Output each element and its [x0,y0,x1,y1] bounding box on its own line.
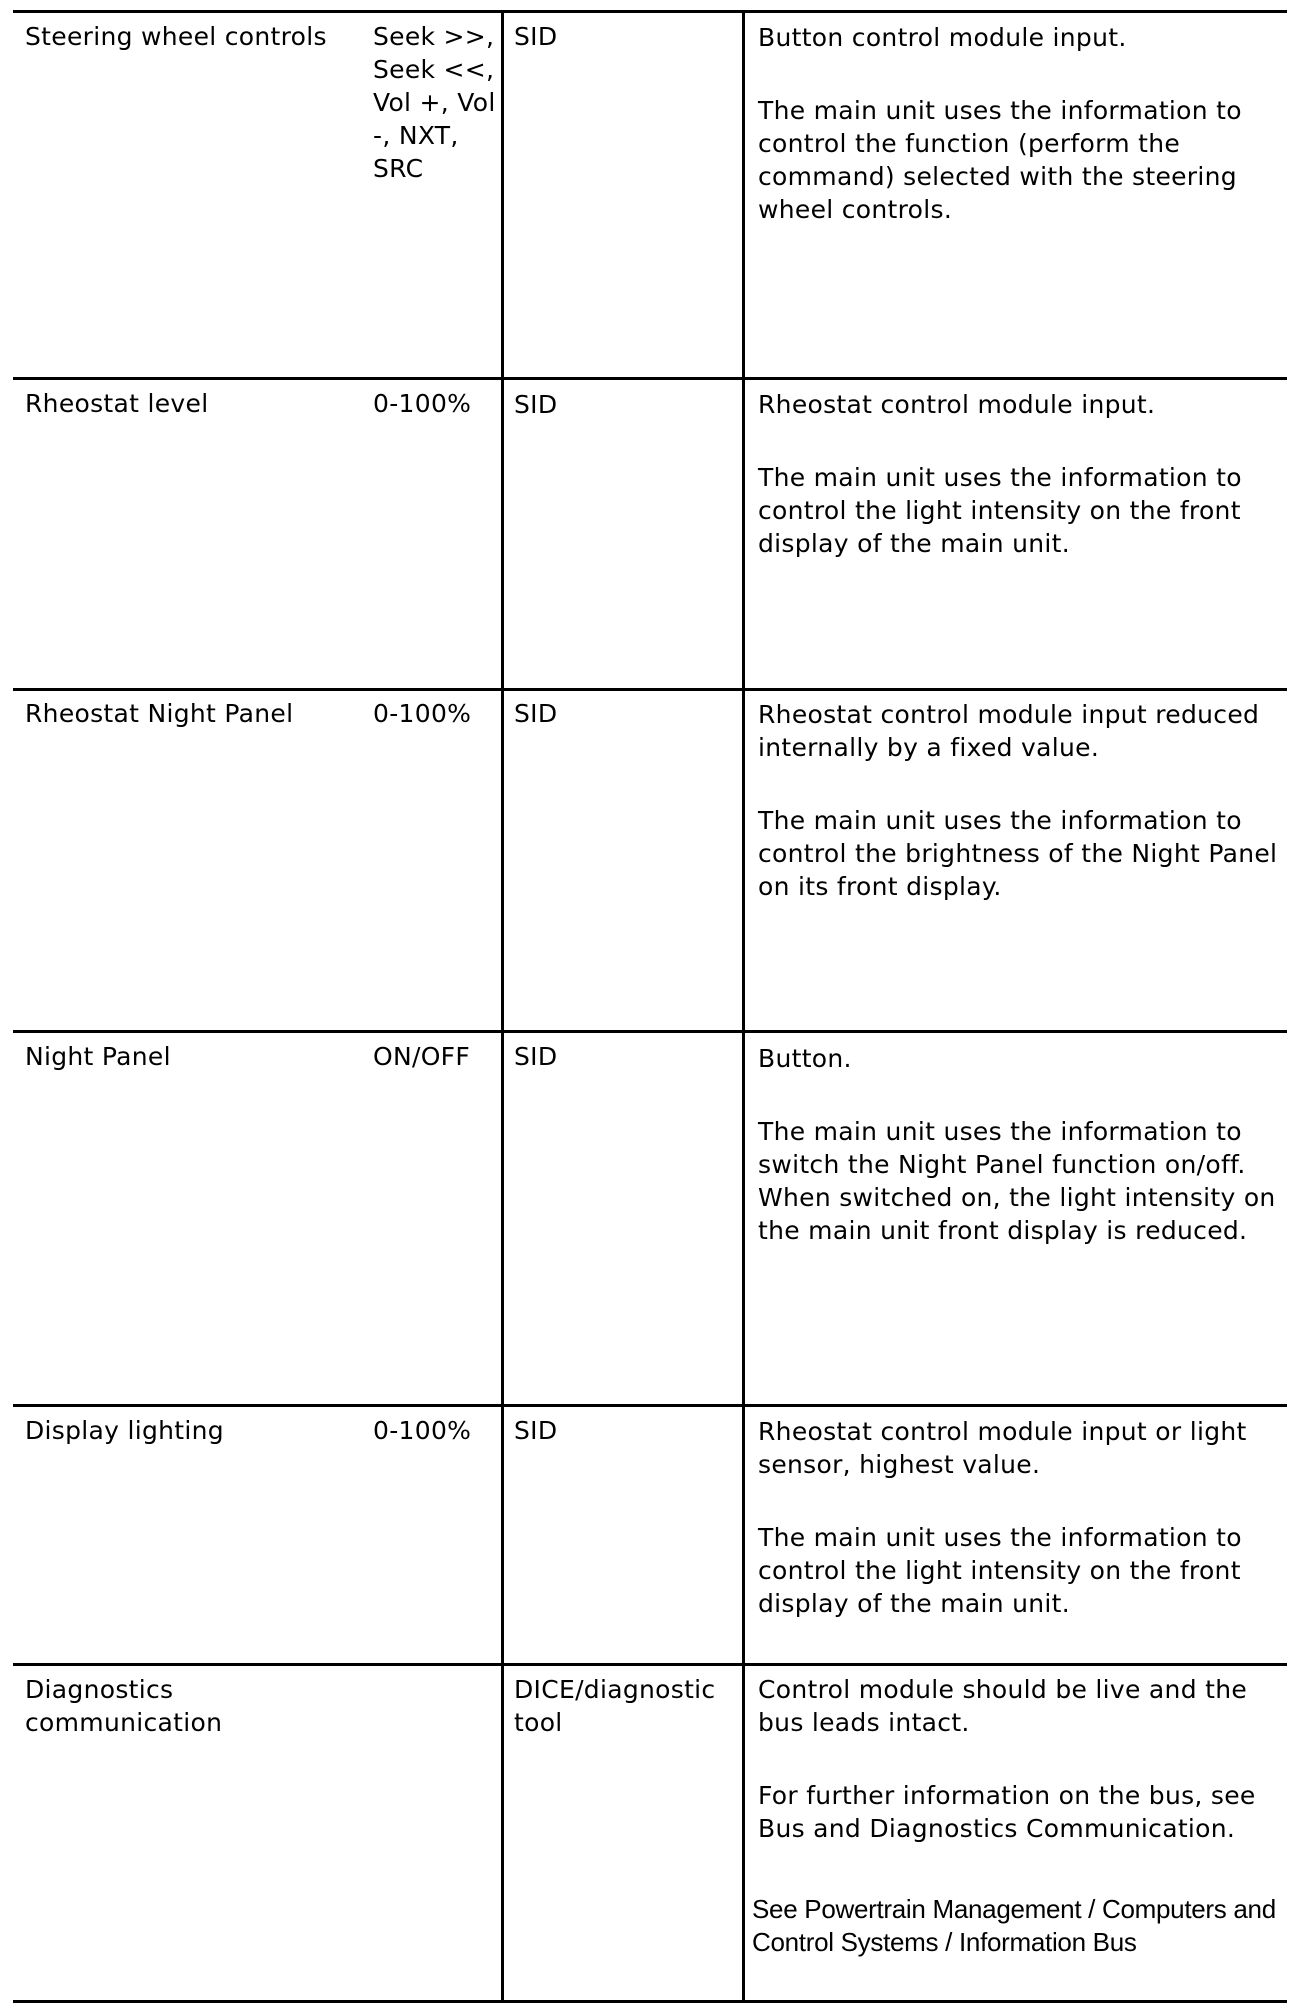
description-line: Rheostat control module input or light sensor, highest value. [758,1417,1247,1479]
table-cell-source: SID [514,1042,558,1071]
table-cell-description [758,1415,1298,1620]
table-cell-parameter: Diagnostics communication [25,1675,223,1737]
table-cell-range: 0-100% [373,699,472,728]
table-cell-parameter: Night Panel [25,1042,171,1071]
table-cell-description [758,698,1298,903]
column-divider [501,10,504,2003]
description-line: The main unit uses the information to control the light intensity on the front display of the main unit. [758,1523,1242,1618]
table-cell-parameter: Rheostat Night Panel [25,699,294,728]
table-cell-source: SID [514,699,558,728]
table-cell-parameter: Rheostat level [25,389,209,418]
table-top-border [13,10,1287,13]
table-cell-parameter: Steering wheel controls [25,22,327,51]
table-cell-source: SID [514,22,558,51]
description-line: The main unit uses the information to control the light intensity on the front display of the main unit. [758,463,1242,558]
table-cell-note [752,1893,1312,1959]
description-line: Button control module input. [758,23,1127,52]
cross-reference-note: See Powertrain Management / Computers and Control Systems / Information Bus [752,1894,1276,1957]
table-cell-description [758,1673,1298,1845]
description-line: Button. [758,1044,852,1073]
description-line: Rheostat control module input. [758,390,1156,419]
description-line: Rheostat control module input reduced internally by a fixed value. [758,700,1260,762]
table-cell-range: 0-100% [373,389,472,418]
row-divider [13,1663,1287,1666]
row-divider [13,1030,1287,1033]
description-line: The main unit uses the information to control the brightness of the Night Panel on its front display. [758,806,1278,901]
table-cell-source: DICE/diagnostic tool [514,1675,716,1737]
description-line: Control module should be live and the bus leads intact. [758,1675,1248,1737]
table-cell-description [758,21,1298,226]
table-cell-range: ON/OFF [373,1042,471,1071]
row-divider [13,1404,1287,1407]
table-cell-range: Seek >>, Seek <<, Vol +, Vol -, NXT, SRC [373,22,496,183]
table-cell-description [758,388,1298,560]
table-cell-source: SID [514,1416,558,1445]
row-divider [13,377,1287,380]
table-cell-range: 0-100% [373,1416,472,1445]
table-cell-source: SID [514,390,558,419]
table-bottom-border [13,2000,1287,2003]
description-line: For further information on the bus, see Bus and Diagnostics Communication. [758,1781,1256,1843]
row-divider [13,688,1287,691]
table-cell-parameter: Display lighting [25,1416,224,1445]
table-cell-description [758,1042,1298,1247]
description-line: The main unit uses the information to control the function (perform the command) selected with the steering wheel controls. [758,96,1242,224]
description-line: The main unit uses the information to switch the Night Panel function on/off. When switched on, the light intensity on the main unit front display is reduced. [758,1117,1276,1245]
